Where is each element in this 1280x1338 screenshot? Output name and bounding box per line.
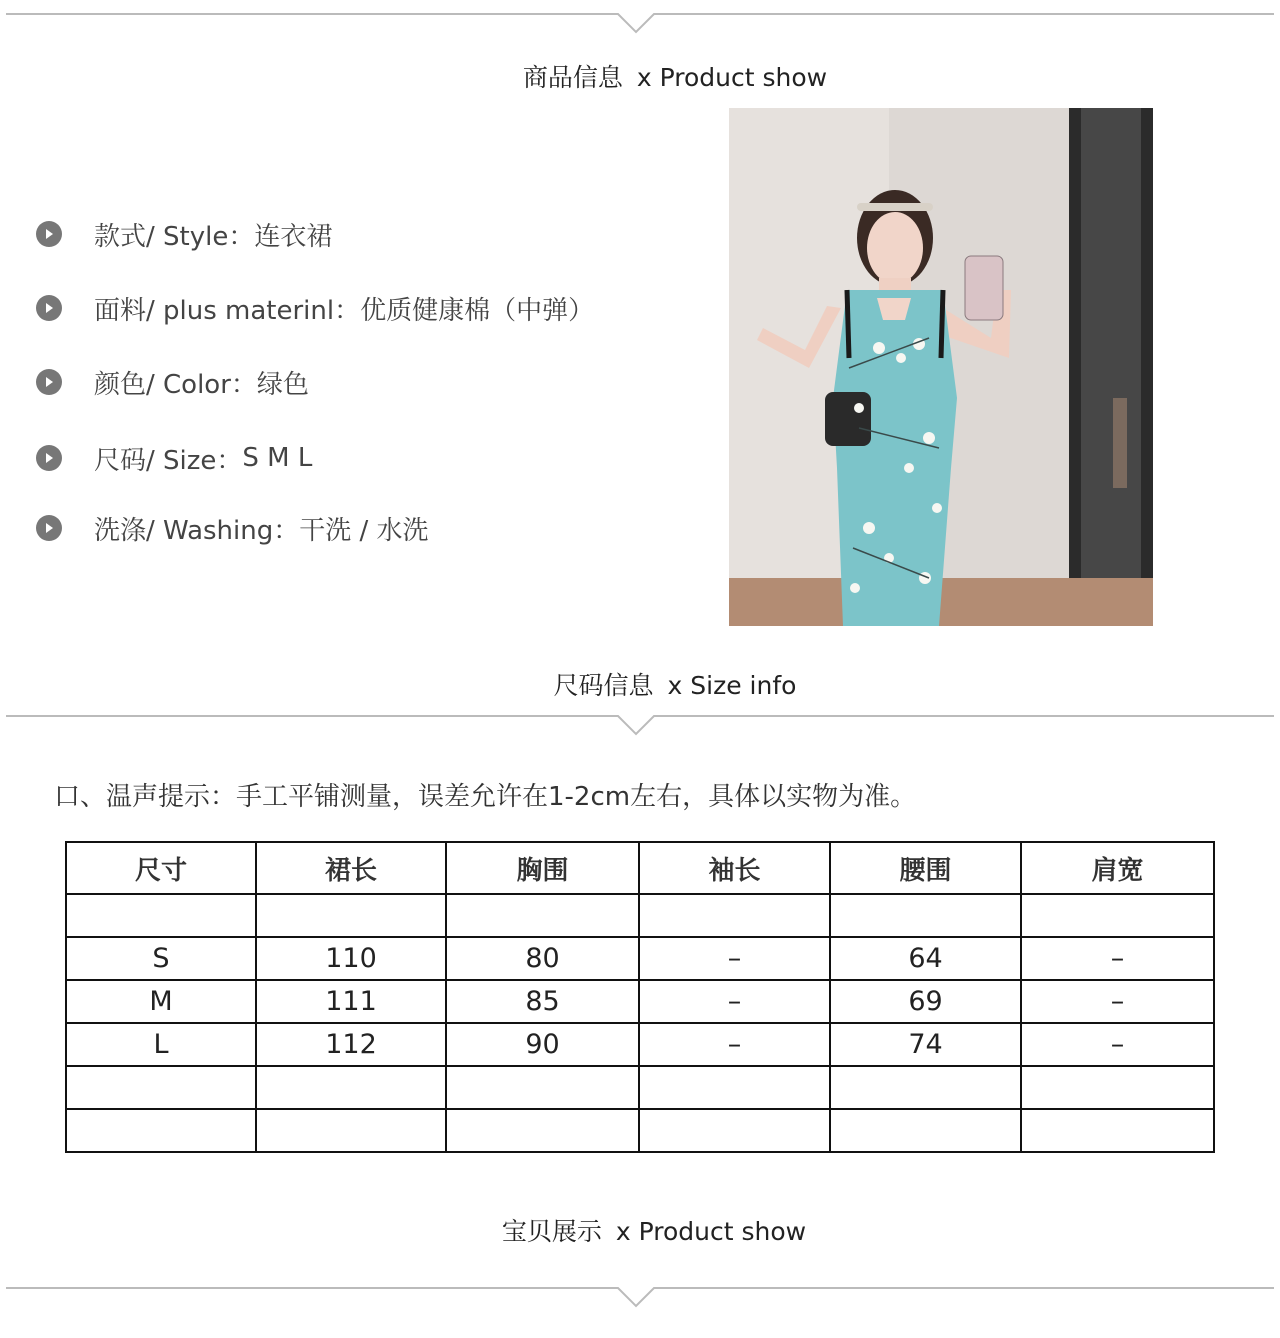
table-row — [66, 894, 1214, 937]
table-cell: 64 — [830, 937, 1021, 980]
table-header-row — [66, 842, 1214, 894]
attr-label: 颜色/ Color： — [94, 369, 257, 400]
table-cell: 74 — [830, 1023, 1021, 1066]
table-cell: 111 — [256, 980, 446, 1023]
table-cell: S — [66, 937, 256, 980]
table-cell — [66, 894, 256, 937]
measurement-note: 口、温声提示：手工平铺测量，误差允许在1-2cm左右，具体以实物为准。 — [54, 782, 917, 812]
table-cell — [256, 1066, 446, 1109]
arrow-bullet-icon — [36, 221, 62, 247]
header-shoulder: 肩宽 — [1021, 842, 1214, 894]
gallery-title — [0, 1212, 1280, 1248]
table-cell: 112 — [256, 1023, 446, 1066]
attr-label: 面料/ plus materinl： — [94, 295, 361, 326]
table-cell: 85 — [446, 980, 639, 1023]
header-size: 尺寸 — [66, 842, 256, 894]
attr-label: 尺码/ Size： — [94, 445, 243, 476]
bottom-divider — [6, 1286, 1274, 1310]
table-row — [66, 980, 1214, 1023]
attr-washing — [36, 508, 429, 548]
header-length: 裙长 — [256, 842, 446, 894]
table-cell: – — [1021, 1023, 1214, 1066]
table-cell — [639, 894, 830, 937]
table-cell — [830, 1109, 1021, 1152]
size-table — [65, 841, 1215, 1153]
size-info-title — [0, 666, 1280, 702]
attr-value: 连衣裙 — [254, 221, 333, 252]
table-cell: – — [1021, 937, 1214, 980]
table-cell: M — [66, 980, 256, 1023]
arrow-bullet-icon — [36, 369, 62, 395]
attr-value: 绿色 — [256, 369, 309, 400]
table-cell: 110 — [256, 937, 446, 980]
table-cell — [639, 1109, 830, 1152]
table-row — [66, 937, 1214, 980]
attr-color — [36, 362, 309, 402]
table-cell — [66, 1066, 256, 1109]
attr-label: 款式/ Style： — [94, 221, 255, 252]
size-info-title-cn: 尺码信息 — [553, 671, 654, 700]
gallery-title-en: x Product show — [615, 1217, 807, 1246]
size-info-title-en: x Size info — [667, 671, 797, 700]
table-cell: – — [639, 937, 830, 980]
table-cell — [446, 894, 639, 937]
arrow-bullet-icon — [36, 445, 62, 471]
product-info-title-en: x Product show — [636, 63, 828, 92]
table-row — [66, 1109, 1214, 1152]
table-cell: – — [1021, 980, 1214, 1023]
table-cell — [256, 894, 446, 937]
header-sleeve: 袖长 — [639, 842, 830, 894]
table-cell — [639, 1066, 830, 1109]
table-cell: – — [639, 1023, 830, 1066]
arrow-bullet-icon — [36, 295, 62, 321]
attr-label: 洗涤/ Washing： — [94, 515, 300, 546]
table-cell: – — [639, 980, 830, 1023]
attr-material — [36, 288, 594, 328]
table-cell — [446, 1066, 639, 1109]
table-cell — [830, 1066, 1021, 1109]
table-cell: 69 — [830, 980, 1021, 1023]
table-row — [66, 1066, 1214, 1109]
attr-value: 优质健康棉（中弹） — [360, 295, 595, 326]
gallery-title-cn: 宝贝展示 — [501, 1217, 602, 1246]
table-cell: 90 — [446, 1023, 639, 1066]
table-cell — [446, 1109, 639, 1152]
product-info-title — [0, 58, 1280, 94]
attr-value: S M L — [242, 443, 313, 473]
table-cell — [1021, 894, 1214, 937]
attr-value: 干洗 / 水洗 — [299, 515, 429, 546]
table-row — [66, 1023, 1214, 1066]
header-waist: 腰围 — [830, 842, 1021, 894]
product-info-title-cn: 商品信息 — [522, 63, 623, 92]
table-cell — [1021, 1066, 1214, 1109]
header-bust: 胸围 — [446, 842, 639, 894]
attr-style — [36, 214, 332, 254]
middle-divider — [6, 714, 1274, 738]
table-cell — [66, 1109, 256, 1152]
top-divider — [6, 12, 1274, 36]
product-photo — [729, 108, 1153, 626]
arrow-bullet-icon — [36, 515, 62, 541]
attr-size — [36, 438, 312, 478]
table-cell — [256, 1109, 446, 1152]
table-cell — [1021, 1109, 1214, 1152]
table-cell — [830, 894, 1021, 937]
table-cell: L — [66, 1023, 256, 1066]
table-cell: 80 — [446, 937, 639, 980]
